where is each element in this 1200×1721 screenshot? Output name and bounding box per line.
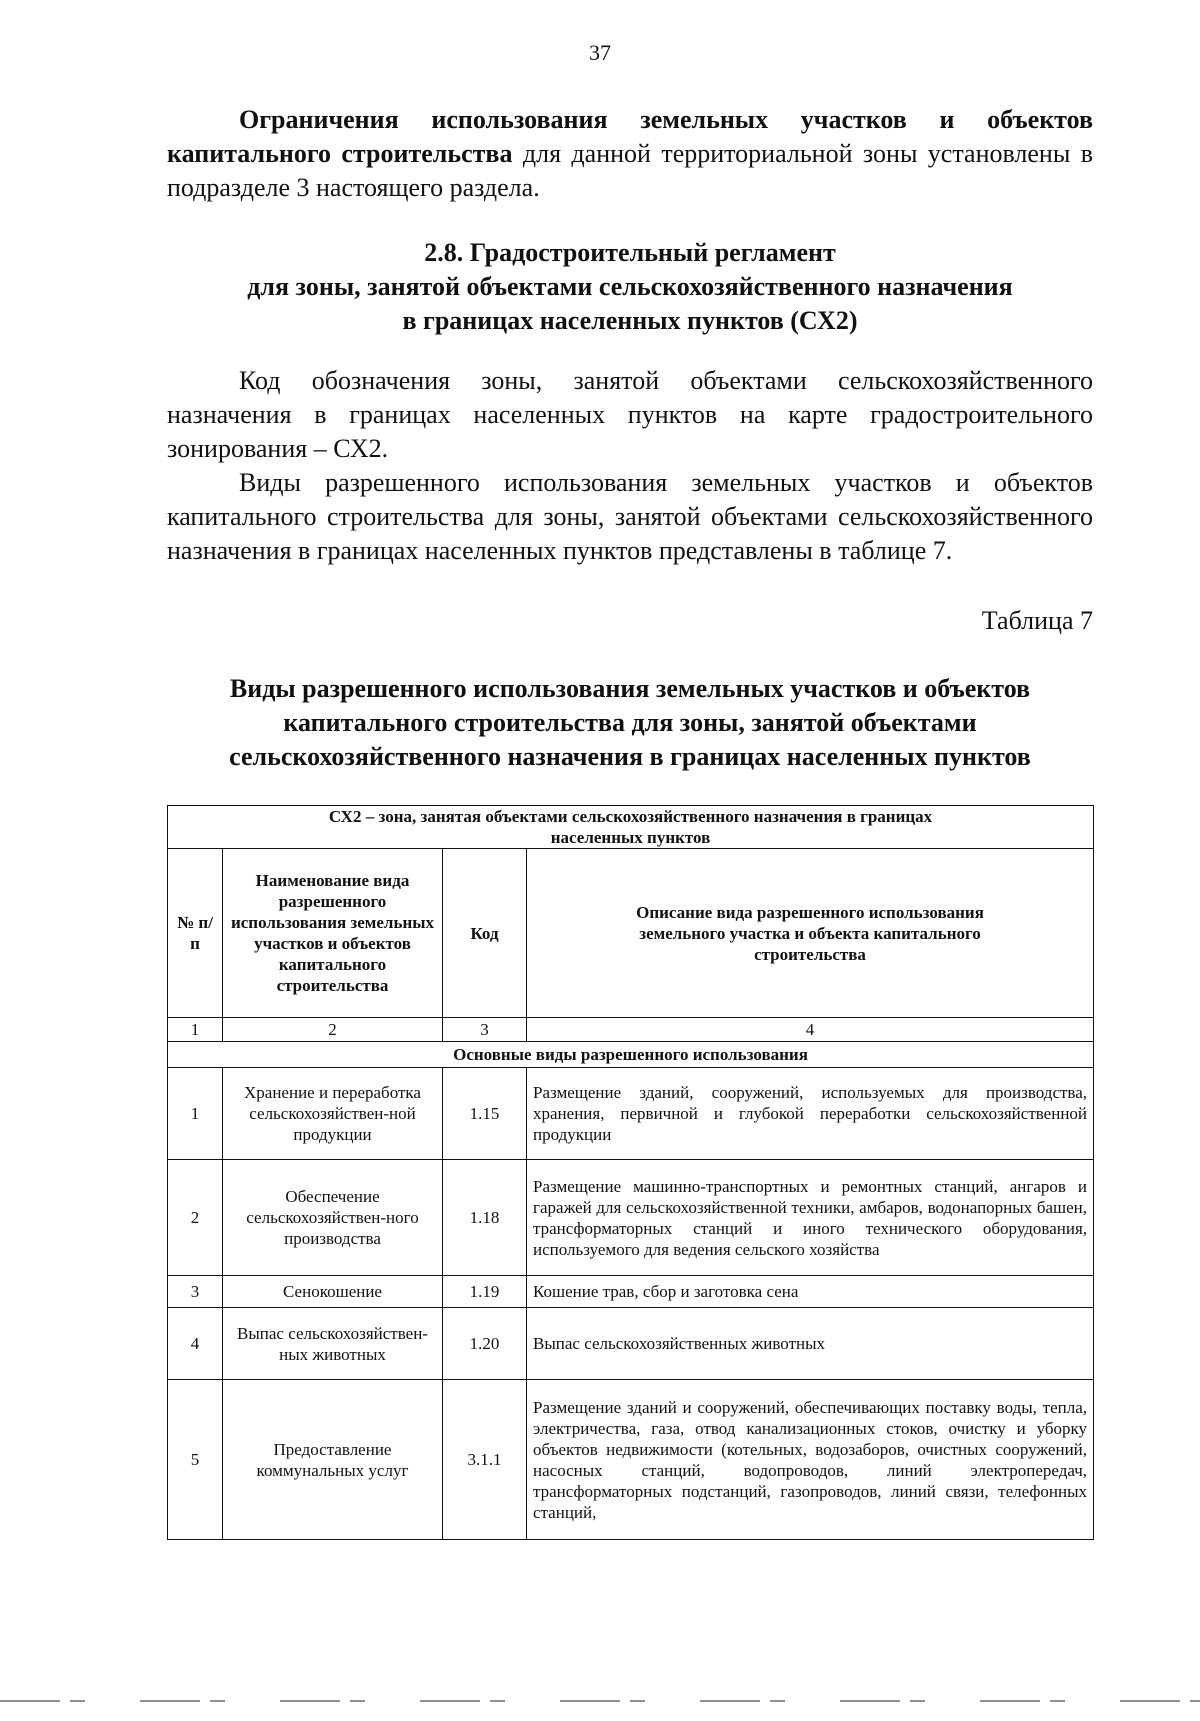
header-code: Код <box>443 849 527 1018</box>
permitted-uses-table <box>167 805 1094 1540</box>
row-name: Хранение и переработка сельскохозяйствен-ной продукции <box>223 1068 443 1160</box>
row-name: Обеспечение сельскохозяйствен-ного производства <box>223 1160 443 1276</box>
table-row <box>168 1276 1094 1308</box>
row-num: 2 <box>168 1160 223 1276</box>
row-code: 1.18 <box>443 1160 527 1276</box>
row-description: Размещение зданий и сооружений, обеспечивающих поставку воды, тепла, электричества, газа, отвод канализационных стоков, очистку и уборку объектов недвижимости (котельных, водозаборов, очистных сооружений, насосных станций, водопроводов, линий электропередач, трансформаторных подстанций, газопроводов, линий связи, телефонных станций, <box>527 1380 1094 1540</box>
row-num: 5 <box>168 1380 223 1540</box>
section-heading-line-3: в границах населенных пунктов (СХ2) <box>402 306 858 335</box>
table-row <box>168 1160 1094 1276</box>
restrictions-text: для данной территориальной зоны установлены в подразделе 3 настоящего раздела. <box>167 139 1093 202</box>
header-name: Наименование вида разрешенного использования земельных участков и объектов капитального строительства <box>223 849 443 1018</box>
column-header-row <box>168 849 1094 1018</box>
section-heading-line-1: 2.8. Градостроительный регламент <box>424 238 836 267</box>
row-num: 1 <box>168 1068 223 1160</box>
row-code: 1.20 <box>443 1308 527 1380</box>
restrictions-paragraph <box>167 103 1093 205</box>
section-row <box>168 1042 1094 1068</box>
section-heading-line-2: для зоны, занятой объектами сельскохозяйственного назначения <box>247 272 1013 301</box>
zone-code-paragraph: Код обозначения зоны, занятой объектами сельскохозяйственного назначения в границах населенных пунктов на карте градостроительного зонирования – СХ2. <box>167 366 1093 463</box>
table-row <box>168 1380 1094 1540</box>
header-description: Описание вида разрешенного использования земельного участка и объекта капитального строительства <box>527 849 1094 1018</box>
table-row <box>168 1308 1094 1380</box>
header-num: № п/п <box>168 849 223 1018</box>
row-name: Выпас сельскохозяйствен-ных животных <box>223 1308 443 1380</box>
zone-header-row <box>168 806 1094 849</box>
row-description: Выпас сельскохозяйственных животных <box>527 1308 1094 1380</box>
scan-edge-line <box>0 1700 1200 1702</box>
restrictions-bold-text: Ограничения использования земельных участков и объектов капитального строительства <box>167 105 1093 168</box>
table-title <box>167 672 1093 774</box>
row-name: Предоставление коммунальных услуг <box>223 1380 443 1540</box>
column-number: 2 <box>223 1018 443 1042</box>
table-title-line-1: Виды разрешенного использования земельных участков и объектов <box>229 674 1031 703</box>
row-name: Сенокошение <box>223 1276 443 1308</box>
table-row <box>168 1068 1094 1160</box>
column-number: 3 <box>443 1018 527 1042</box>
row-description: Размещение машинно-транспортных и ремонтных станций, ангаров и гаражей для сельскохозяйственной техники, амбаров, водонапорных башен, трансформаторных станций и иного технического оборудования, используемого для ведения сельского хозяйства <box>527 1160 1094 1276</box>
page-number: 37 <box>589 40 611 65</box>
column-number: 1 <box>168 1018 223 1042</box>
column-number-row <box>168 1018 1094 1042</box>
zone-header-cell: СХ2 – зона, занятая объектами сельскохозяйственного назначения в границах населенных пунктов <box>168 806 1094 849</box>
column-number: 4 <box>527 1018 1094 1042</box>
row-num: 4 <box>168 1308 223 1380</box>
row-code: 1.19 <box>443 1276 527 1308</box>
table-number: Таблица 7 <box>981 606 1093 635</box>
row-num: 3 <box>168 1276 223 1308</box>
row-description: Размещение зданий, сооружений, используемых для производства, хранения, первичной и глубокой переработки сельскохозяйственной продукции <box>527 1068 1094 1160</box>
row-code: 1.15 <box>443 1068 527 1160</box>
table-title-line-3: сельскохозяйственного назначения в границах населенных пунктов <box>229 742 1031 771</box>
table-title-line-2: капитального строительства для зоны, занятой объектами <box>283 708 977 737</box>
section-label: Основные виды разрешенного использования <box>168 1042 1094 1068</box>
section-heading <box>167 236 1093 338</box>
row-description: Кошение трав, сбор и заготовка сена <box>527 1276 1094 1308</box>
row-code: 3.1.1 <box>443 1380 527 1540</box>
permitted-uses-paragraph: Виды разрешенного использования земельных участков и объектов капитального строительства для зоны, занятой объектами сельскохозяйственного назначения в границах населенных пунктов представлены в таблице 7. <box>167 468 1093 565</box>
